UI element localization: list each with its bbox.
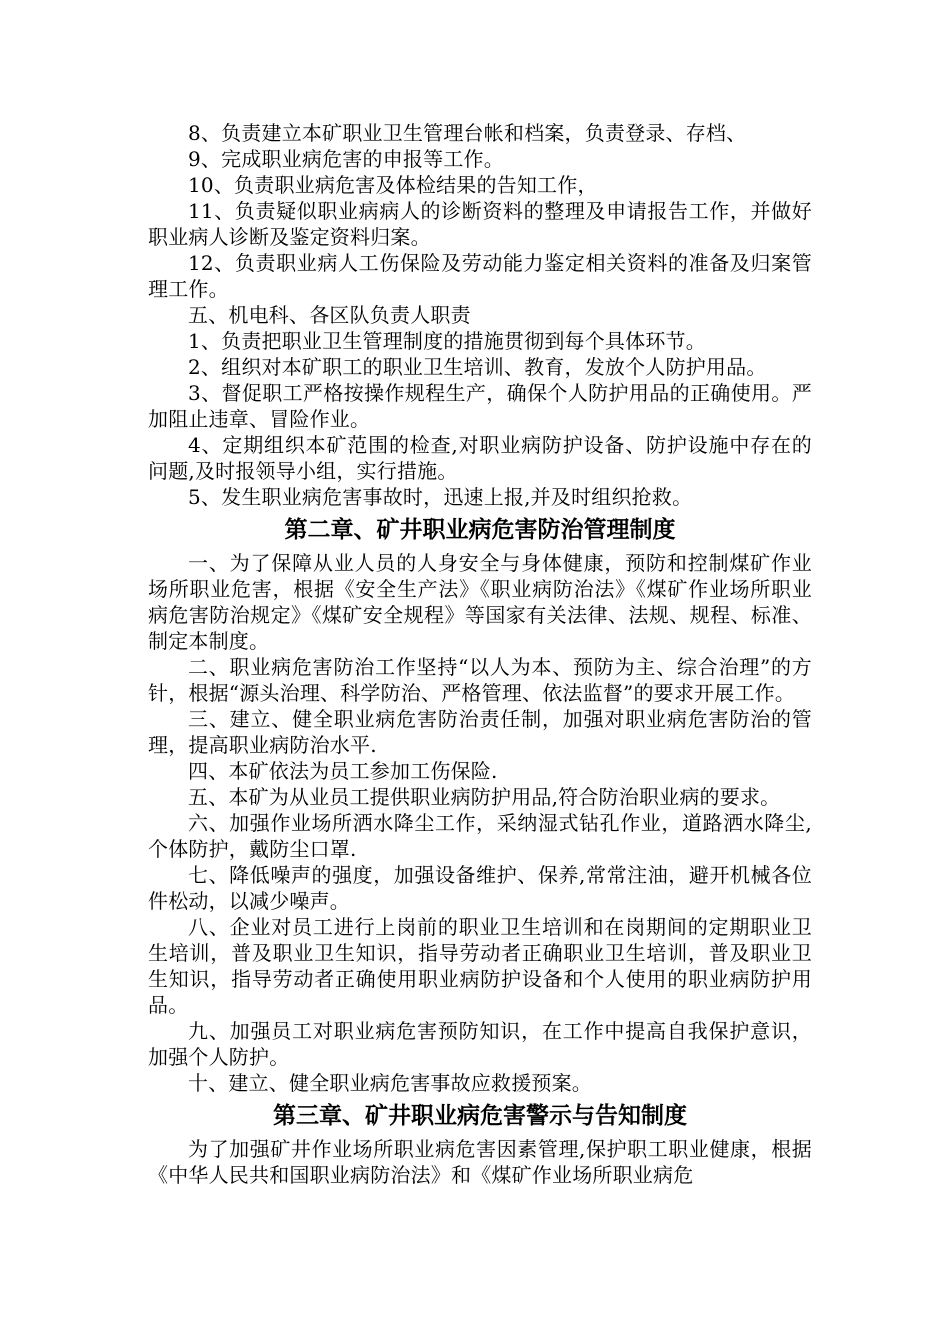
- paragraph: 12、负责职业病人工伤保险及劳动能力鉴定相关资料的准备及归案管理工作。: [148, 251, 812, 301]
- paragraph: 为了加强矿井作业场所职业病危害因素管理,保护职工职业健康，根据《中华人民共和国职业病防治法》和《煤矿作业场所职业病危: [148, 1137, 812, 1187]
- paragraph: 9、完成职业病危害的申报等工作。: [188, 147, 504, 171]
- section-heading: 五、机电科、各区队负责人职责: [188, 303, 471, 327]
- paragraph: 九、加强员工对职业病危害预防知识，在工作中提高自我保护意识，加强个人防护。: [148, 1019, 812, 1069]
- paragraph: 3、督促职工严格按操作规程生产，确保个人防护用品的正确使用。严加阻止违章、冒险作业。: [148, 381, 812, 431]
- paragraph: 八、企业对员工进行上岗前的职业卫生培训和在岗期间的定期职业卫生培训，普及职业卫生知识，指导劳动者正确职业卫生培训，普及职业卫生知识，指导劳动者正确使用职业病防护设备和个人使用的职业病防护用品。: [148, 915, 812, 1017]
- paragraph: 七、降低噪声的强度，加强设备维护、保养,常常注油，避开机械各位件松动，以减少噪声。: [148, 863, 812, 913]
- paragraph: 4、定期组织本矿范围的检查,对职业病防护设备、防护设施中存在的问题,及时报领导小组，实行措施。: [148, 433, 812, 483]
- paragraph: 2、组织对本矿职工的职业卫生培训、教育，发放个人防护用品。: [188, 355, 767, 379]
- paragraph: 三、建立、健全职业病危害防治责任制，加强对职业病危害防治的管理，提高职业病防治水平.: [148, 707, 812, 757]
- paragraph: 1、负责把职业卫生管理制度的措施贯彻到每个具体环节。: [188, 329, 706, 353]
- paragraph: 5、发生职业病危害事故时，迅速上报,并及时组织抢救。: [188, 485, 693, 509]
- paragraph: 四、本矿依法为员工参加工伤保险.: [188, 759, 498, 783]
- document-body: [148, 120, 812, 1188]
- chapter-title: 第三章、矿井职业病危害警示与告知制度: [273, 1103, 687, 1129]
- paragraph: 10、负责职业病危害及体检结果的告知工作，: [188, 173, 598, 197]
- paragraph: 8、负责建立本矿职业卫生管理台帐和档案，负责登录、存档、: [188, 121, 747, 145]
- paragraph: 11、负责疑似职业病病人的诊断资料的整理及申请报告工作，并做好职业病人诊断及鉴定资料归案。: [148, 199, 812, 249]
- paragraph: 一、为了保障从业人员的人身安全与身体健康，预防和控制煤矿作业场所职业危害，根据《安全生产法》《职业病防治法》《煤矿作业场所职业病危害防治规定》《煤矿安全规程》等国家有关法律、法规、规程、标准、制定本制度。: [148, 551, 812, 653]
- chapter-title: 第二章、矿井职业病危害防治管理制度: [284, 517, 676, 543]
- paragraph: 五、本矿为从业员工提供职业病防护用品,符合防治职业病的要求。: [188, 785, 781, 809]
- paragraph: 六、加强作业场所洒水降尘工作，采纳湿式钻孔作业，道路洒水降尘,个体防护，戴防尘口罩.: [148, 811, 812, 861]
- paragraph: 十、建立、健全职业病危害事故应救援预案。: [188, 1071, 592, 1095]
- paragraph: 二、职业病危害防治工作坚持“以人为本、预防为主、综合治理”的方针，根据“源头治理、科学防治、严格管理、依法监督”的要求开展工作。: [148, 655, 812, 705]
